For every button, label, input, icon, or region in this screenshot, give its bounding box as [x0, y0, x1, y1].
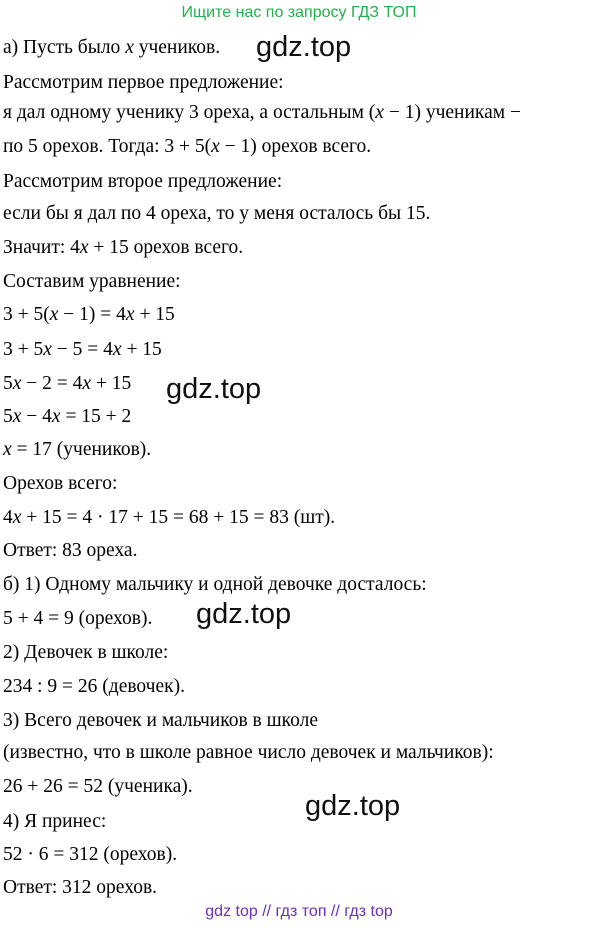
- solution-line: 2) Девочек в школе:: [3, 642, 169, 663]
- equation-line: 5x − 2 = 4x + 15: [3, 373, 132, 394]
- watermark: gdz.top: [256, 31, 352, 63]
- solution-line: я дал одному ученику 3 ореха, а остальным (x − 1) ученикам −: [3, 102, 521, 123]
- equation-line: 3 + 5x − 5 = 4x + 15: [3, 339, 162, 360]
- equation-line: 26 + 26 = 52 (ученика).: [3, 776, 193, 797]
- equation-line: 5x − 4x = 15 + 2: [3, 406, 132, 427]
- solution-line: 4) Я принес:: [3, 811, 107, 832]
- solution-line: если бы я дал по 4 ореха, то у меня осталось бы 15.: [3, 203, 431, 224]
- solution-line: 3) Всего девочек и мальчиков в школе: [3, 710, 319, 731]
- equation-line: 5 + 4 = 9 (орехов).: [3, 608, 153, 629]
- solution-line: Значит: 4x + 15 орехов всего.: [3, 237, 244, 258]
- top-banner[interactable]: Ищите нас по запросу ГДЗ ТОП: [181, 4, 417, 21]
- answer-line: Ответ: 83 ореха.: [3, 540, 138, 561]
- solution-line: а) Пусть было x учеников.: [3, 37, 221, 58]
- equation-line: 234 : 9 = 26 (девочек).: [3, 676, 185, 697]
- answer-line: Ответ: 312 орехов.: [3, 877, 158, 898]
- footer-links[interactable]: gdz top // гдз топ // гдз top: [205, 903, 393, 920]
- equation-line: 52 · 6 = 312 (орехов).: [3, 844, 178, 865]
- equation-line: x = 17 (учеников).: [3, 439, 152, 460]
- solution-line: по 5 орехов. Тогда: 3 + 5(x − 1) орехов всего.: [3, 136, 372, 157]
- watermark: gdz.top: [196, 598, 292, 630]
- watermark: gdz.top: [305, 790, 401, 822]
- solution-line: Рассмотрим первое предложение:: [3, 72, 284, 93]
- solution-line: Орехов всего:: [3, 473, 118, 494]
- solution-line: Составим уравнение:: [3, 271, 181, 292]
- solution-line: (известно, что в школе равное число девочек и мальчиков):: [3, 742, 494, 763]
- solution-line: Рассмотрим второе предложение:: [3, 171, 283, 192]
- watermark: gdz.top: [166, 373, 262, 405]
- equation-line: 3 + 5(x − 1) = 4x + 15: [3, 304, 175, 325]
- equation-line: 4x + 15 = 4 · 17 + 15 = 68 + 15 = 83 (шт).: [3, 507, 336, 528]
- solution-line: б) 1) Одному мальчику и одной девочке досталось:: [3, 574, 427, 595]
